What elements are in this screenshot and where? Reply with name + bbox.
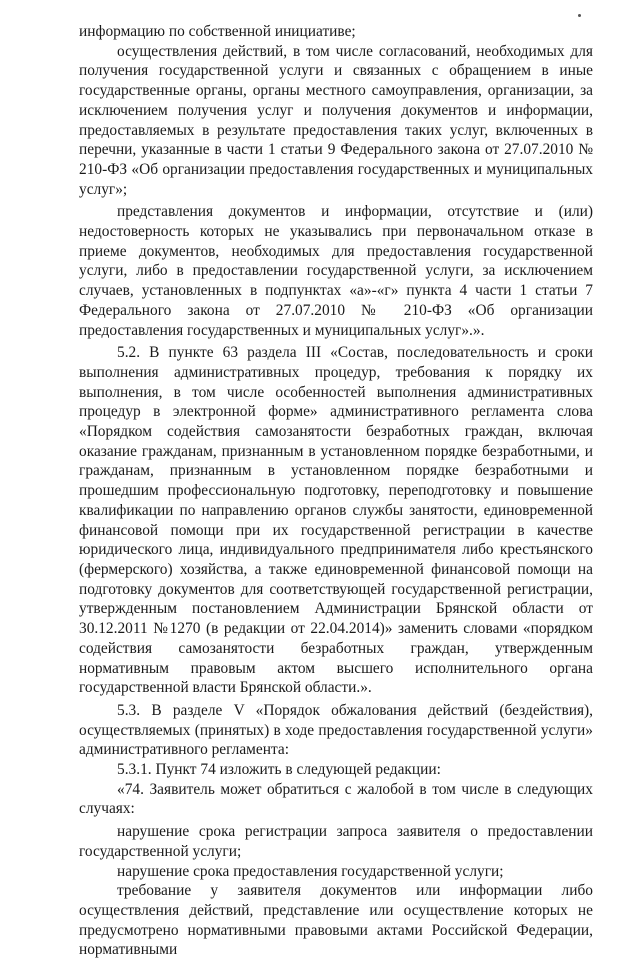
- document-page: [79, 22, 593, 960]
- paragraph-6: 5.3.1. Пункт 74 изложить в следующей редакции:: [117, 761, 441, 779]
- paragraph-8: нарушение срока регистрации запроса заявителя о предоставлении государственной услуги;: [79, 823, 593, 860]
- paragraph-1: информацию по собственной инициативе;: [79, 23, 356, 40]
- paragraph-10: требование у заявителя документов или информации либо осуществления действий, представление или осуществление которых не предусмотрено нормативными правовыми актами Российской Федерации, нормативными: [79, 882, 593, 959]
- paragraph-5: 5.3. В разделе V «Порядок обжалования действий (бездействия), осуществляемых (принятых) в ходе предоставления государственной услуги» административного регламента:: [79, 701, 593, 759]
- paragraph-4: 5.2. В пункте 63 раздела III «Состав, последовательность и сроки выполнения административных процедур, требования к порядку их выполнения, в том числе особенностей выполнения административных процедур в электронной форме» административного регламента слова «Порядком содействия самозанятости безработных граждан, включая оказание гражданам, признанным в установленном порядке безработными, и гражданам, признанным в установленном порядке безработными и прошедшим профессиональную подготовку, переподготовку и повышение квалификации по направлению органов службы занятости, единовременной финансовой помощи при их государственной регистрации в качестве юридического лица, индивидуального предпринимателя либо крестьянского (фермерского) хозяйства, а также единовременной финансовой помощи на подготовку документов для соответствующей государственной регистрации, утвержденным постановлением Администрации Брянской области от 30.12.2011 №1270 (в редакции от 22.04.2014)» заменить словами «порядком содействия самозанятости безработных граждан, утвержденным нормативным правовым актом высшего исполнительного органа государственной власти Брянской области.».: [79, 344, 593, 697]
- paragraph-7: «74. Заявитель может обратиться с жалобой в том числе в следующих случаях:: [79, 780, 593, 818]
- paragraph-3: представления документов и информации, отсутствие и (или) недостоверность которых не указывались при первоначальном отказе в приеме документов, необходимых для предоставления государственной услуги, либо в предоставлении государственной услуги, за исключением случаев, установленных в подпунктах «а»-«г» пункта 4 части 1 статьи 7 Федерального закона от 27.07.2010 № 210-ФЗ «Об организации предоставления государственных и муниципальных услуг».».: [79, 203, 593, 339]
- scan-speck: [578, 14, 581, 17]
- paragraph-2: осуществления действий, в том числе согласований, необходимых для получения государственной услуги и связанных с обращением в иные государственные органы, органы местного самоуправления, организации, за исключением получения услуг и получения документов и информации, предоставляемых в результате предоставления таких услуг, включенных в перечни, указанные в части 1 статьи 9 Федерального закона от 27.07.2010 № 210-ФЗ «Об организации предоставления государственных и муниципальных услуг»;: [79, 42, 593, 198]
- paragraph-9: нарушение срока предоставления государственной услуги;: [117, 862, 504, 880]
